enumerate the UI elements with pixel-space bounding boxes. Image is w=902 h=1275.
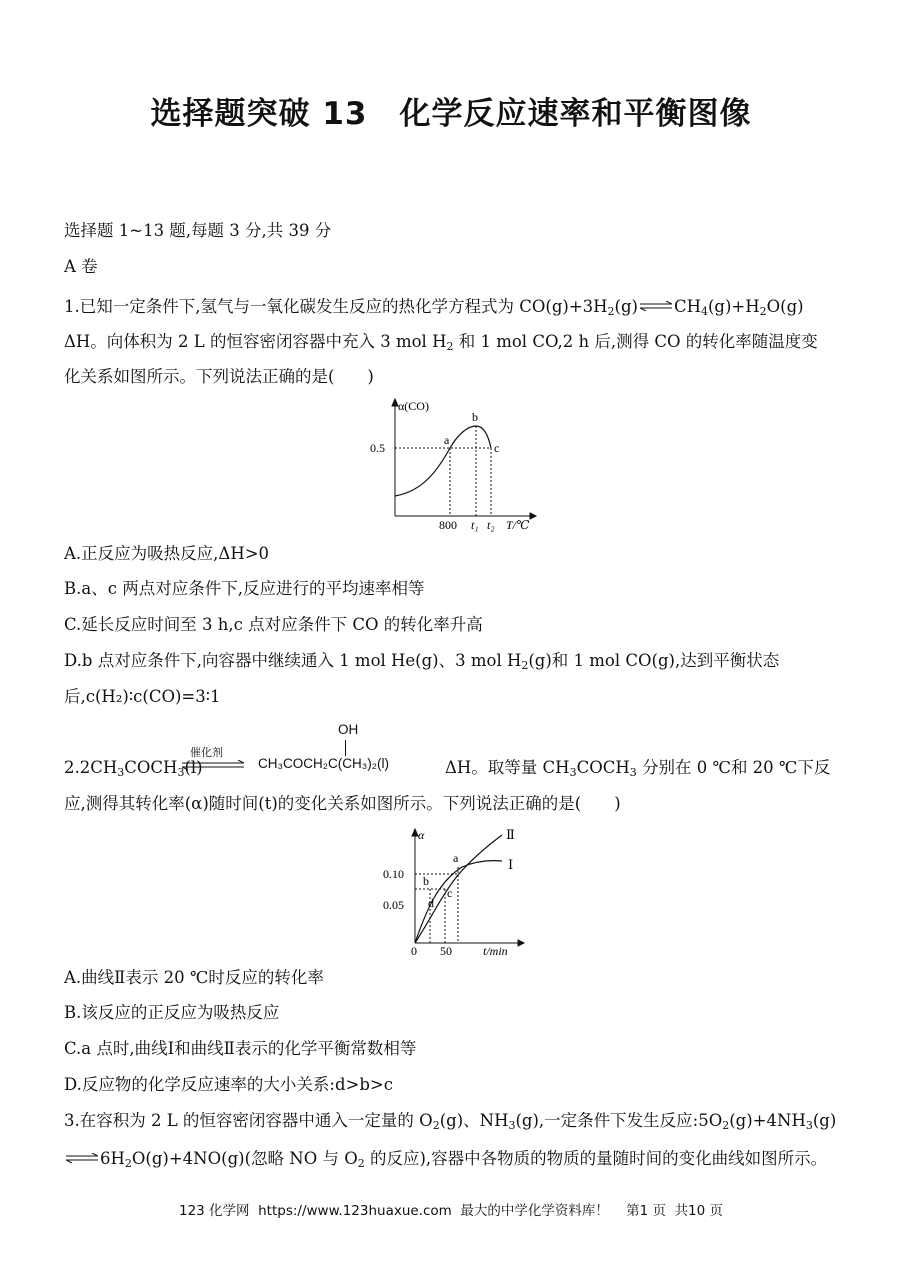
fig2-point-c: c <box>447 886 453 900</box>
fig1-xtick-800: 800 <box>439 518 457 532</box>
q3-line2: $6H_2O(g)+4NO(g)$(忽略 NO 与 $O_2$ 的反应),容器中各物质的物质的量随时间的变化曲线如图所示。 <box>64 1148 827 1175</box>
fig1-xlabel: T/℃ <box>506 518 530 532</box>
fig1-xtick-t2: t₂ <box>487 518 495 532</box>
fig1-curve <box>395 426 491 496</box>
q2-option-c: C.a 点时,曲线Ⅰ和曲线Ⅱ表示的化学平衡常数相等 <box>64 1039 417 1058</box>
fig2-point-a: a <box>453 851 459 865</box>
section-label: A 卷 <box>64 257 98 276</box>
catalyst-label: 催化剂 <box>190 746 223 759</box>
fig1-point-c: c <box>494 441 500 455</box>
fig2-point-b: b <box>423 874 429 888</box>
q1-option-b: B.a、c 两点对应条件下,反应进行的平均速率相等 <box>64 579 425 598</box>
fig1-xtick-t1: t₁ <box>471 518 479 532</box>
reaction-arrow-icon <box>182 760 244 770</box>
fig1-ylabel: α(CO) <box>398 399 429 413</box>
fig2-ylabel: α <box>418 828 425 842</box>
q1-line3: 化关系如图所示。下列说法正确的是( ) <box>64 367 374 386</box>
product-formula: CH₃COCH₂C(CH₃)₂(l) <box>258 756 389 771</box>
fig2-xtick-50: 50 <box>440 944 452 958</box>
q2-option-b: B.该反应的正反应为吸热反应 <box>64 1003 280 1022</box>
q1-option-d-line1: D.b 点对应条件下,向容器中继续通入 1 mol He(g)、3 mol $H_2(g)$和 1 mol CO(g),达到平衡状态 <box>64 651 780 672</box>
equilibrium-arrow-icon <box>640 301 672 311</box>
fig2-point-d: d <box>428 896 434 910</box>
q1-option-a: A.正反应为吸热反应,ΔH>0 <box>64 544 270 563</box>
fig1-point-a: a <box>444 433 450 447</box>
fig2-xtick-0: 0 <box>411 944 417 958</box>
q2-line1-rest: ΔH。取等量 $CH_3COCH_3$ 分别在 0 ℃和 20 ℃下反 <box>445 758 831 779</box>
oh-bond <box>345 740 346 756</box>
fig2-ytick-010: 0.10 <box>383 867 404 881</box>
fig2-curve-I-label: Ⅰ <box>508 857 514 872</box>
page-footer: 123 化学网 https://www.123huaxue.com 最大的中学化学资料库！ 第1 页 共10 页 <box>178 1203 723 1219</box>
q2-line1-reactant: $2.2CH_3COCH_3(l)$ <box>64 758 203 779</box>
q2-option-a: A.曲线Ⅱ表示 20 ℃时反应的转化率 <box>64 968 324 987</box>
oh-group: OH <box>338 722 359 737</box>
q3-line1: 3.在容积为 2 L 的恒容密闭容器中通入一定量的 $O_2(g)$、$NH_3(g)$,一定条件下发生反应$:5O_2(g)+4NH_3(g)$ <box>64 1111 837 1132</box>
fig2-xlabel: t/min <box>483 944 508 958</box>
q1-line2: ΔH。向体积为 2 L 的恒容密闭容器中充入 3 mol $H_2$ 和 1 mol CO,2 h 后,测得 CO 的转化率随温度变 <box>64 332 818 353</box>
figure-2-conversion-vs-time <box>378 825 528 960</box>
fig1-ytick: 0.5 <box>370 441 385 455</box>
fig2-x-arrow-icon <box>518 940 524 946</box>
page-title: 选择题突破 13 化学反应速率和平衡图像 <box>150 96 752 132</box>
q1-line1: 1.已知一定条件下,氢气与一氧化碳发生反应的热化学方程式为 $CO(g)+3H_2(g)$ $CH_4(g)+H_2O(g)$ <box>64 297 804 318</box>
q2-option-d: D.反应物的化学反应速率的大小关系:d>b>c <box>64 1075 393 1094</box>
q1-option-d-line2: 后,c(H₂)∶c(CO)=3∶1 <box>64 687 221 706</box>
fig1-point-b: b <box>472 410 478 424</box>
q1-option-c: C.延长反应时间至 3 h,c 点对应条件下 CO 的转化率升高 <box>64 615 483 634</box>
figure-1-conversion-vs-temperature <box>360 396 540 534</box>
fig2-curve-II-label: Ⅱ <box>506 827 515 842</box>
q2-line2: 应,测得其转化率(α)随时间(t)的变化关系如图所示。下列说法正确的是( ) <box>64 794 621 813</box>
fig2-ytick-005: 0.05 <box>383 898 404 912</box>
equilibrium-arrow-icon <box>66 1153 98 1163</box>
intro-text: 选择题 1~13 题,每题 3 分,共 39 分 <box>64 221 332 240</box>
fig1-x-arrow-icon <box>530 513 536 519</box>
